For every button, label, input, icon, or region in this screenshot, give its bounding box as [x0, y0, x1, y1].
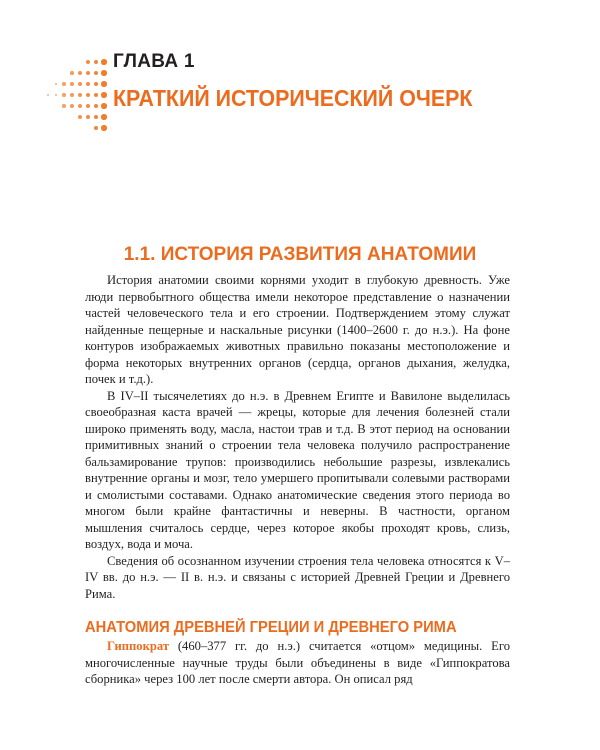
decorative-dot: [86, 82, 91, 87]
decorative-dot: [55, 83, 58, 86]
hippocrates-text: (460–377 гг. до н.э.) считается «отцом» медицины. Его многочисленные научные труды были объединены в виде «Гиппократова сборника» через 100 лет после смерти автора. Он описал ряд: [85, 639, 510, 686]
decorative-dot: [101, 103, 106, 108]
decorative-dot: [70, 93, 74, 97]
decorative-dot: [86, 115, 91, 120]
paragraph-3: Сведения об осознанном изучении строения тела человека относятся к V–IV вв. до н.э. — II в. н.э. и связаны с историей Древней Греции и Древнего Рима.: [85, 553, 510, 601]
decorative-dot: [101, 59, 106, 64]
decorative-dot: [86, 104, 91, 109]
paragraph-hippocrates: [85, 638, 510, 688]
decorative-dot: [94, 126, 99, 131]
decorative-dot: [86, 71, 91, 76]
chapter-label: ГЛАВА 1: [113, 51, 195, 72]
decorative-dot: [78, 82, 82, 86]
decorative-dot: [78, 71, 82, 75]
decorative-dot: [78, 104, 82, 108]
chapter-title: КРАТКИЙ ИСТОРИЧЕСКИЙ ОЧЕРК: [113, 85, 473, 111]
decorative-dot: [62, 93, 65, 96]
decorative-dot: [78, 93, 82, 97]
decorative-dot: [86, 93, 91, 98]
decorative-dot: [94, 93, 99, 98]
paragraph-2: В IV–II тысячелетиях до н.э. в Древнем Египте и Вавилоне выделилась своеобразная каста врачей — жрецы, которые для лечения болезней стали широко применять воду, масла, настои трав и т.д. В этот период на основании примитивных знаний о строении тела человека получило распространение бальзамирование трупов: производились небольшие разрезы, извлекались внутренние органы и мозг, тело умершего пропитывали солевыми растворами и смолистыми составами. Однако анатомические сведения этого периода во многом были крайне фантастичны и неверны. В частности, органом мышления считалось сердце, через которое якобы проходят кровь, слизь, воздух, вода и моча.: [85, 388, 510, 551]
paragraph-1: История анатомии своими корнями уходит в глубокую древность. Уже люди первобытного общества имели некоторое представление о назначении частей человеческого тела и его строении. Подтверждением этому служат найденные пещерные и наскальные рисунки (1400–2600 г. до н.э.). На фоне контуров изображаемых животных правильно показаны местоположение и форма некоторых внутренних органов (сердца, органов дыхания, желудка, почек и т.д.).: [85, 273, 510, 386]
decorative-dot: [70, 71, 74, 75]
person-name-hippocrates: Гиппократ: [107, 639, 170, 653]
decorative-dot: [101, 114, 106, 119]
subsection-body: [85, 638, 510, 688]
decorative-dot: [70, 82, 74, 86]
subsection-title: АНАТОМИЯ ДРЕВНЕЙ ГРЕЦИИ И ДРЕВНЕГО РИМА: [85, 619, 457, 636]
decorative-dot: [78, 115, 82, 119]
decorative-dot: [94, 115, 99, 120]
decorative-dot: [101, 125, 106, 130]
decorative-dot: [70, 104, 74, 108]
section-title: 1.1. ИСТОРИЯ РАЗВИТИЯ АНАТОМИИ: [123, 244, 477, 265]
decorative-dot: [62, 82, 65, 85]
decorative-dot: [62, 104, 65, 107]
decorative-dot: [94, 60, 99, 65]
decorative-dot: [101, 92, 106, 97]
decorative-dot: [101, 70, 106, 75]
decorative-dot: [94, 104, 99, 109]
decorative-dot: [94, 82, 99, 87]
section-body: [85, 272, 510, 602]
decorative-dot: [94, 71, 99, 76]
decorative-dot: [86, 60, 91, 65]
decorative-dot: [47, 94, 49, 96]
decorative-dot: [101, 81, 106, 86]
decorative-dot: [55, 94, 58, 97]
